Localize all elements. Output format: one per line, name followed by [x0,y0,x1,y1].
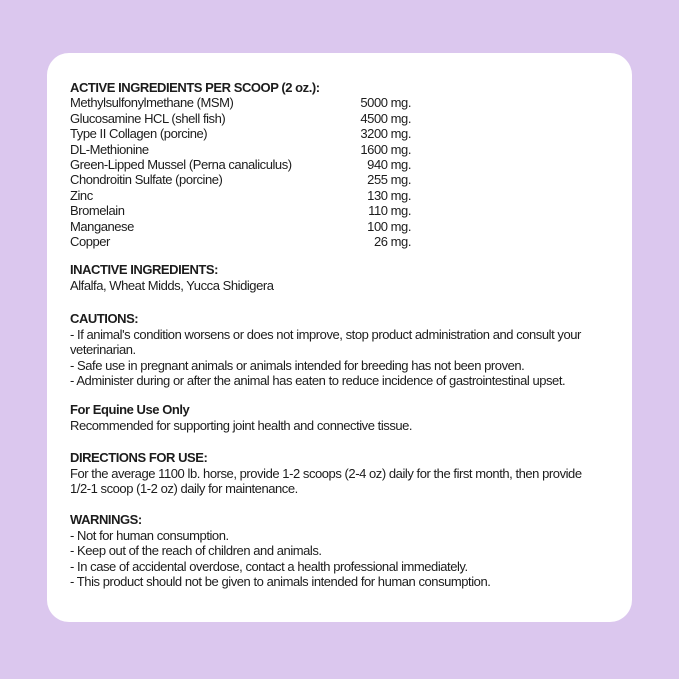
ingredient-row [70,126,411,141]
ingredient-name: Chondroitin Sulfate (porcine) [70,172,223,188]
ingredient-amount: 1600 mg. [360,141,411,157]
ingredient-name: Glucosamine HCL (shell fish) [70,110,226,126]
ingredient-row [70,188,411,203]
ingredient-row [70,95,411,110]
direction-line: 1/2-1 scoop (1-2 oz) daily for maintenance. [70,480,298,496]
ingredient-amount: 110 mg. [368,203,411,219]
ingredient-name: Copper [70,234,110,250]
warning-line: - This product should not be given to animals intended for human consumption. [70,573,491,589]
ingredient-row [70,142,411,157]
warnings-section [70,512,609,589]
ingredient-name: DL-Methionine [70,141,149,157]
inactive-ingredients-text: Alfalfa, Wheat Midds, Yucca Shidigera [70,277,274,293]
directions-text [70,466,609,497]
warnings-text [70,528,609,590]
ingredient-amount: 130 mg. [367,187,411,203]
ingredients-table [70,95,411,249]
equine-use-section [70,402,609,433]
warnings-heading: WARNINGS: [70,512,142,528]
warning-line: - Keep out of the reach of children and animals. [70,543,322,559]
ingredient-name: Green-Lipped Mussel (Perna canaliculus) [70,157,292,173]
warning-line: - Not for human consumption. [70,527,229,543]
ingredient-row [70,172,411,187]
directions-section [70,450,609,496]
ingredient-amount: 940 mg. [367,157,411,173]
ingredient-name: Bromelain [70,203,125,219]
caution-line: - If animal's condition worsens or does not improve, stop product administration and consult your [70,326,581,342]
cautions-heading: CAUTIONS: [70,311,139,327]
ingredient-row [70,203,411,218]
ingredient-row [70,234,411,249]
direction-line: For the average 1100 lb. horse, provide 1-2 scoops (2-4 oz) daily for the first month, then provide [70,465,582,481]
active-ingredients-heading: ACTIVE INGREDIENTS PER SCOOP (2 oz.): [70,80,320,95]
equine-use-heading: For Equine Use Only [70,402,190,418]
inactive-ingredients-section [70,262,609,293]
ingredient-amount: 5000 mg. [360,95,411,111]
warning-line: - In case of accidental overdose, contact a health professional immediately. [70,558,468,574]
ingredient-amount: 4500 mg. [360,110,411,126]
equine-use-text: Recommended for supporting joint health and connective tissue. [70,417,413,433]
caution-line: - Administer during or after the animal has eaten to reduce incidence of gastrointestinal upset. [70,372,566,388]
caution-line: - Safe use in pregnant animals or animals intended for breeding has not been proven. [70,357,525,373]
ingredient-amount: 3200 mg. [360,126,411,142]
ingredient-name: Methylsulfonylmethane (MSM) [70,95,234,111]
supplement-label-card [47,53,632,622]
ingredient-row [70,157,411,172]
ingredient-name: Manganese [70,218,134,234]
ingredient-amount: 100 mg. [367,218,411,234]
cautions-text [70,327,609,389]
cautions-section [70,311,609,388]
ingredient-name: Type II Collagen (porcine) [70,126,208,142]
caution-line: veterinarian. [70,342,136,358]
ingredient-row [70,111,411,126]
ingredient-row [70,219,411,234]
active-ingredients-section [70,80,609,249]
directions-heading: DIRECTIONS FOR USE: [70,450,208,466]
ingredient-amount: 255 mg. [367,172,411,188]
inactive-ingredients-heading: INACTIVE INGREDIENTS: [70,262,219,278]
ingredient-name: Zinc [70,187,93,203]
ingredient-amount: 26 mg. [373,234,411,250]
